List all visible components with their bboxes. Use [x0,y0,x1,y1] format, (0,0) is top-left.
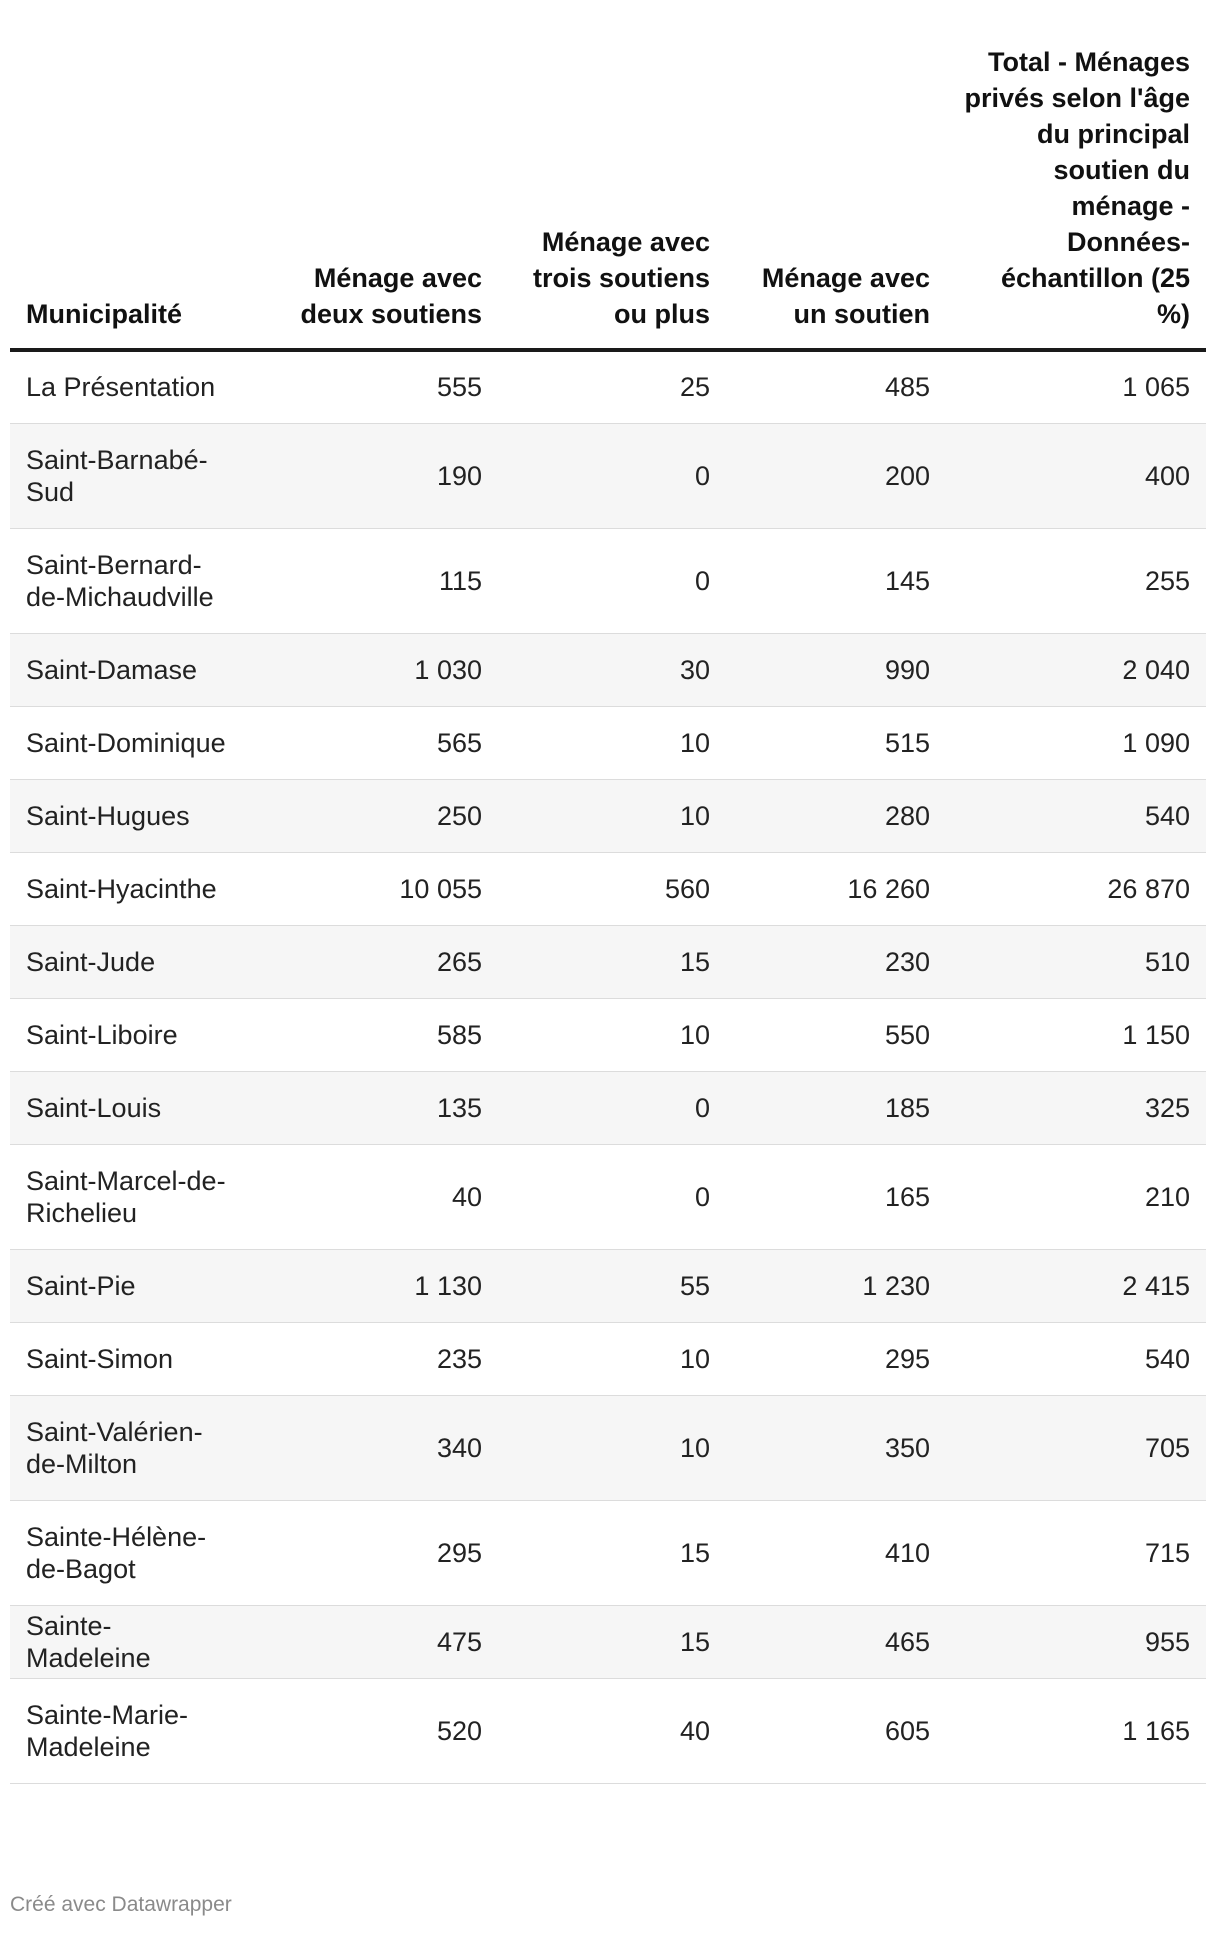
municipality-cell: Sainte-Hélène-de-Bagot [10,1500,242,1605]
table-row [10,706,1206,779]
table-row [10,350,1206,423]
three-plus-earners-cell: 10 [498,706,726,779]
municipality-cell: Saint-Louis [10,1071,242,1144]
table-row [10,1395,1206,1500]
table-row [10,1071,1206,1144]
three-plus-earners-cell: 15 [498,1500,726,1605]
three-plus-earners-cell: 0 [498,423,726,528]
table-row [10,633,1206,706]
one-earner-cell: 990 [726,633,946,706]
total-cell: 1 150 [946,998,1206,1071]
three-plus-earners-cell: 10 [498,779,726,852]
column-header-three-plus-earners[interactable]: Ménage avec trois soutiens ou plus [498,0,726,350]
one-earner-cell: 350 [726,1395,946,1500]
table-row [10,1605,1206,1678]
municipality-cell: Saint-Dominique [10,706,242,779]
three-plus-earners-cell: 10 [498,1395,726,1500]
total-cell: 400 [946,423,1206,528]
table-header [10,0,1206,350]
one-earner-cell: 465 [726,1605,946,1678]
three-plus-earners-cell: 10 [498,998,726,1071]
table-container [10,0,1206,1784]
one-earner-cell: 295 [726,1322,946,1395]
two-earners-cell: 555 [242,350,498,423]
two-earners-cell: 40 [242,1144,498,1249]
total-cell: 715 [946,1500,1206,1605]
municipality-cell: Saint-Hyacinthe [10,852,242,925]
municipality-cell: La Présentation [10,350,242,423]
two-earners-cell: 1 130 [242,1249,498,1322]
municipality-cell: Sainte-Marie-Madeleine [10,1678,242,1783]
table-row [10,1249,1206,1322]
municipality-cell: Sainte-Madeleine [10,1605,242,1678]
municipality-cell: Saint-Liboire [10,998,242,1071]
total-cell: 1 090 [946,706,1206,779]
three-plus-earners-cell: 0 [498,528,726,633]
total-cell: 705 [946,1395,1206,1500]
data-table [10,0,1206,1784]
table-row [10,423,1206,528]
three-plus-earners-cell: 55 [498,1249,726,1322]
column-header-one-earner[interactable]: Ménage avec un soutien [726,0,946,350]
footer-credit: Créé avec Datawrapper [10,1893,232,1916]
two-earners-cell: 295 [242,1500,498,1605]
total-cell: 955 [946,1605,1206,1678]
one-earner-cell: 165 [726,1144,946,1249]
two-earners-cell: 565 [242,706,498,779]
table-row [10,925,1206,998]
table-row [10,1144,1206,1249]
total-cell: 540 [946,1322,1206,1395]
column-header-total[interactable]: Total - Ménages privés selon l'âge du principal soutien du ménage - Données-échantillon (25 %) [946,0,1206,350]
three-plus-earners-cell: 40 [498,1678,726,1783]
two-earners-cell: 1 030 [242,633,498,706]
table-body [10,350,1206,1783]
total-cell: 255 [946,528,1206,633]
total-cell: 325 [946,1071,1206,1144]
header-row [10,0,1206,350]
three-plus-earners-cell: 15 [498,925,726,998]
one-earner-cell: 410 [726,1500,946,1605]
two-earners-cell: 10 055 [242,852,498,925]
one-earner-cell: 280 [726,779,946,852]
one-earner-cell: 16 260 [726,852,946,925]
total-cell: 1 065 [946,350,1206,423]
table-row [10,528,1206,633]
two-earners-cell: 190 [242,423,498,528]
one-earner-cell: 605 [726,1678,946,1783]
three-plus-earners-cell: 10 [498,1322,726,1395]
three-plus-earners-cell: 0 [498,1071,726,1144]
three-plus-earners-cell: 560 [498,852,726,925]
total-cell: 540 [946,779,1206,852]
three-plus-earners-cell: 15 [498,1605,726,1678]
two-earners-cell: 235 [242,1322,498,1395]
municipality-cell: Saint-Simon [10,1322,242,1395]
one-earner-cell: 485 [726,350,946,423]
municipality-cell: Saint-Hugues [10,779,242,852]
one-earner-cell: 200 [726,423,946,528]
two-earners-cell: 115 [242,528,498,633]
column-header-municipality[interactable]: Municipalité [10,0,242,350]
two-earners-cell: 265 [242,925,498,998]
three-plus-earners-cell: 30 [498,633,726,706]
table-row [10,1678,1206,1783]
total-cell: 2 415 [946,1249,1206,1322]
one-earner-cell: 230 [726,925,946,998]
total-cell: 26 870 [946,852,1206,925]
municipality-cell: Saint-Valérien-de-Milton [10,1395,242,1500]
two-earners-cell: 520 [242,1678,498,1783]
total-cell: 1 165 [946,1678,1206,1783]
one-earner-cell: 185 [726,1071,946,1144]
three-plus-earners-cell: 25 [498,350,726,423]
one-earner-cell: 515 [726,706,946,779]
municipality-cell: Saint-Jude [10,925,242,998]
total-cell: 2 040 [946,633,1206,706]
two-earners-cell: 250 [242,779,498,852]
municipality-cell: Saint-Barnabé-Sud [10,423,242,528]
table-row [10,852,1206,925]
municipality-cell: Saint-Marcel-de-Richelieu [10,1144,242,1249]
one-earner-cell: 550 [726,998,946,1071]
table-row [10,1500,1206,1605]
two-earners-cell: 585 [242,998,498,1071]
column-header-two-earners[interactable]: Ménage avec deux soutiens [242,0,498,350]
municipality-cell: Saint-Bernard-de-Michaudville [10,528,242,633]
two-earners-cell: 135 [242,1071,498,1144]
three-plus-earners-cell: 0 [498,1144,726,1249]
two-earners-cell: 475 [242,1605,498,1678]
table-row [10,779,1206,852]
municipality-cell: Saint-Pie [10,1249,242,1322]
two-earners-cell: 340 [242,1395,498,1500]
one-earner-cell: 1 230 [726,1249,946,1322]
table-row [10,998,1206,1071]
one-earner-cell: 145 [726,528,946,633]
total-cell: 510 [946,925,1206,998]
table-row [10,1322,1206,1395]
total-cell: 210 [946,1144,1206,1249]
municipality-cell: Saint-Damase [10,633,242,706]
